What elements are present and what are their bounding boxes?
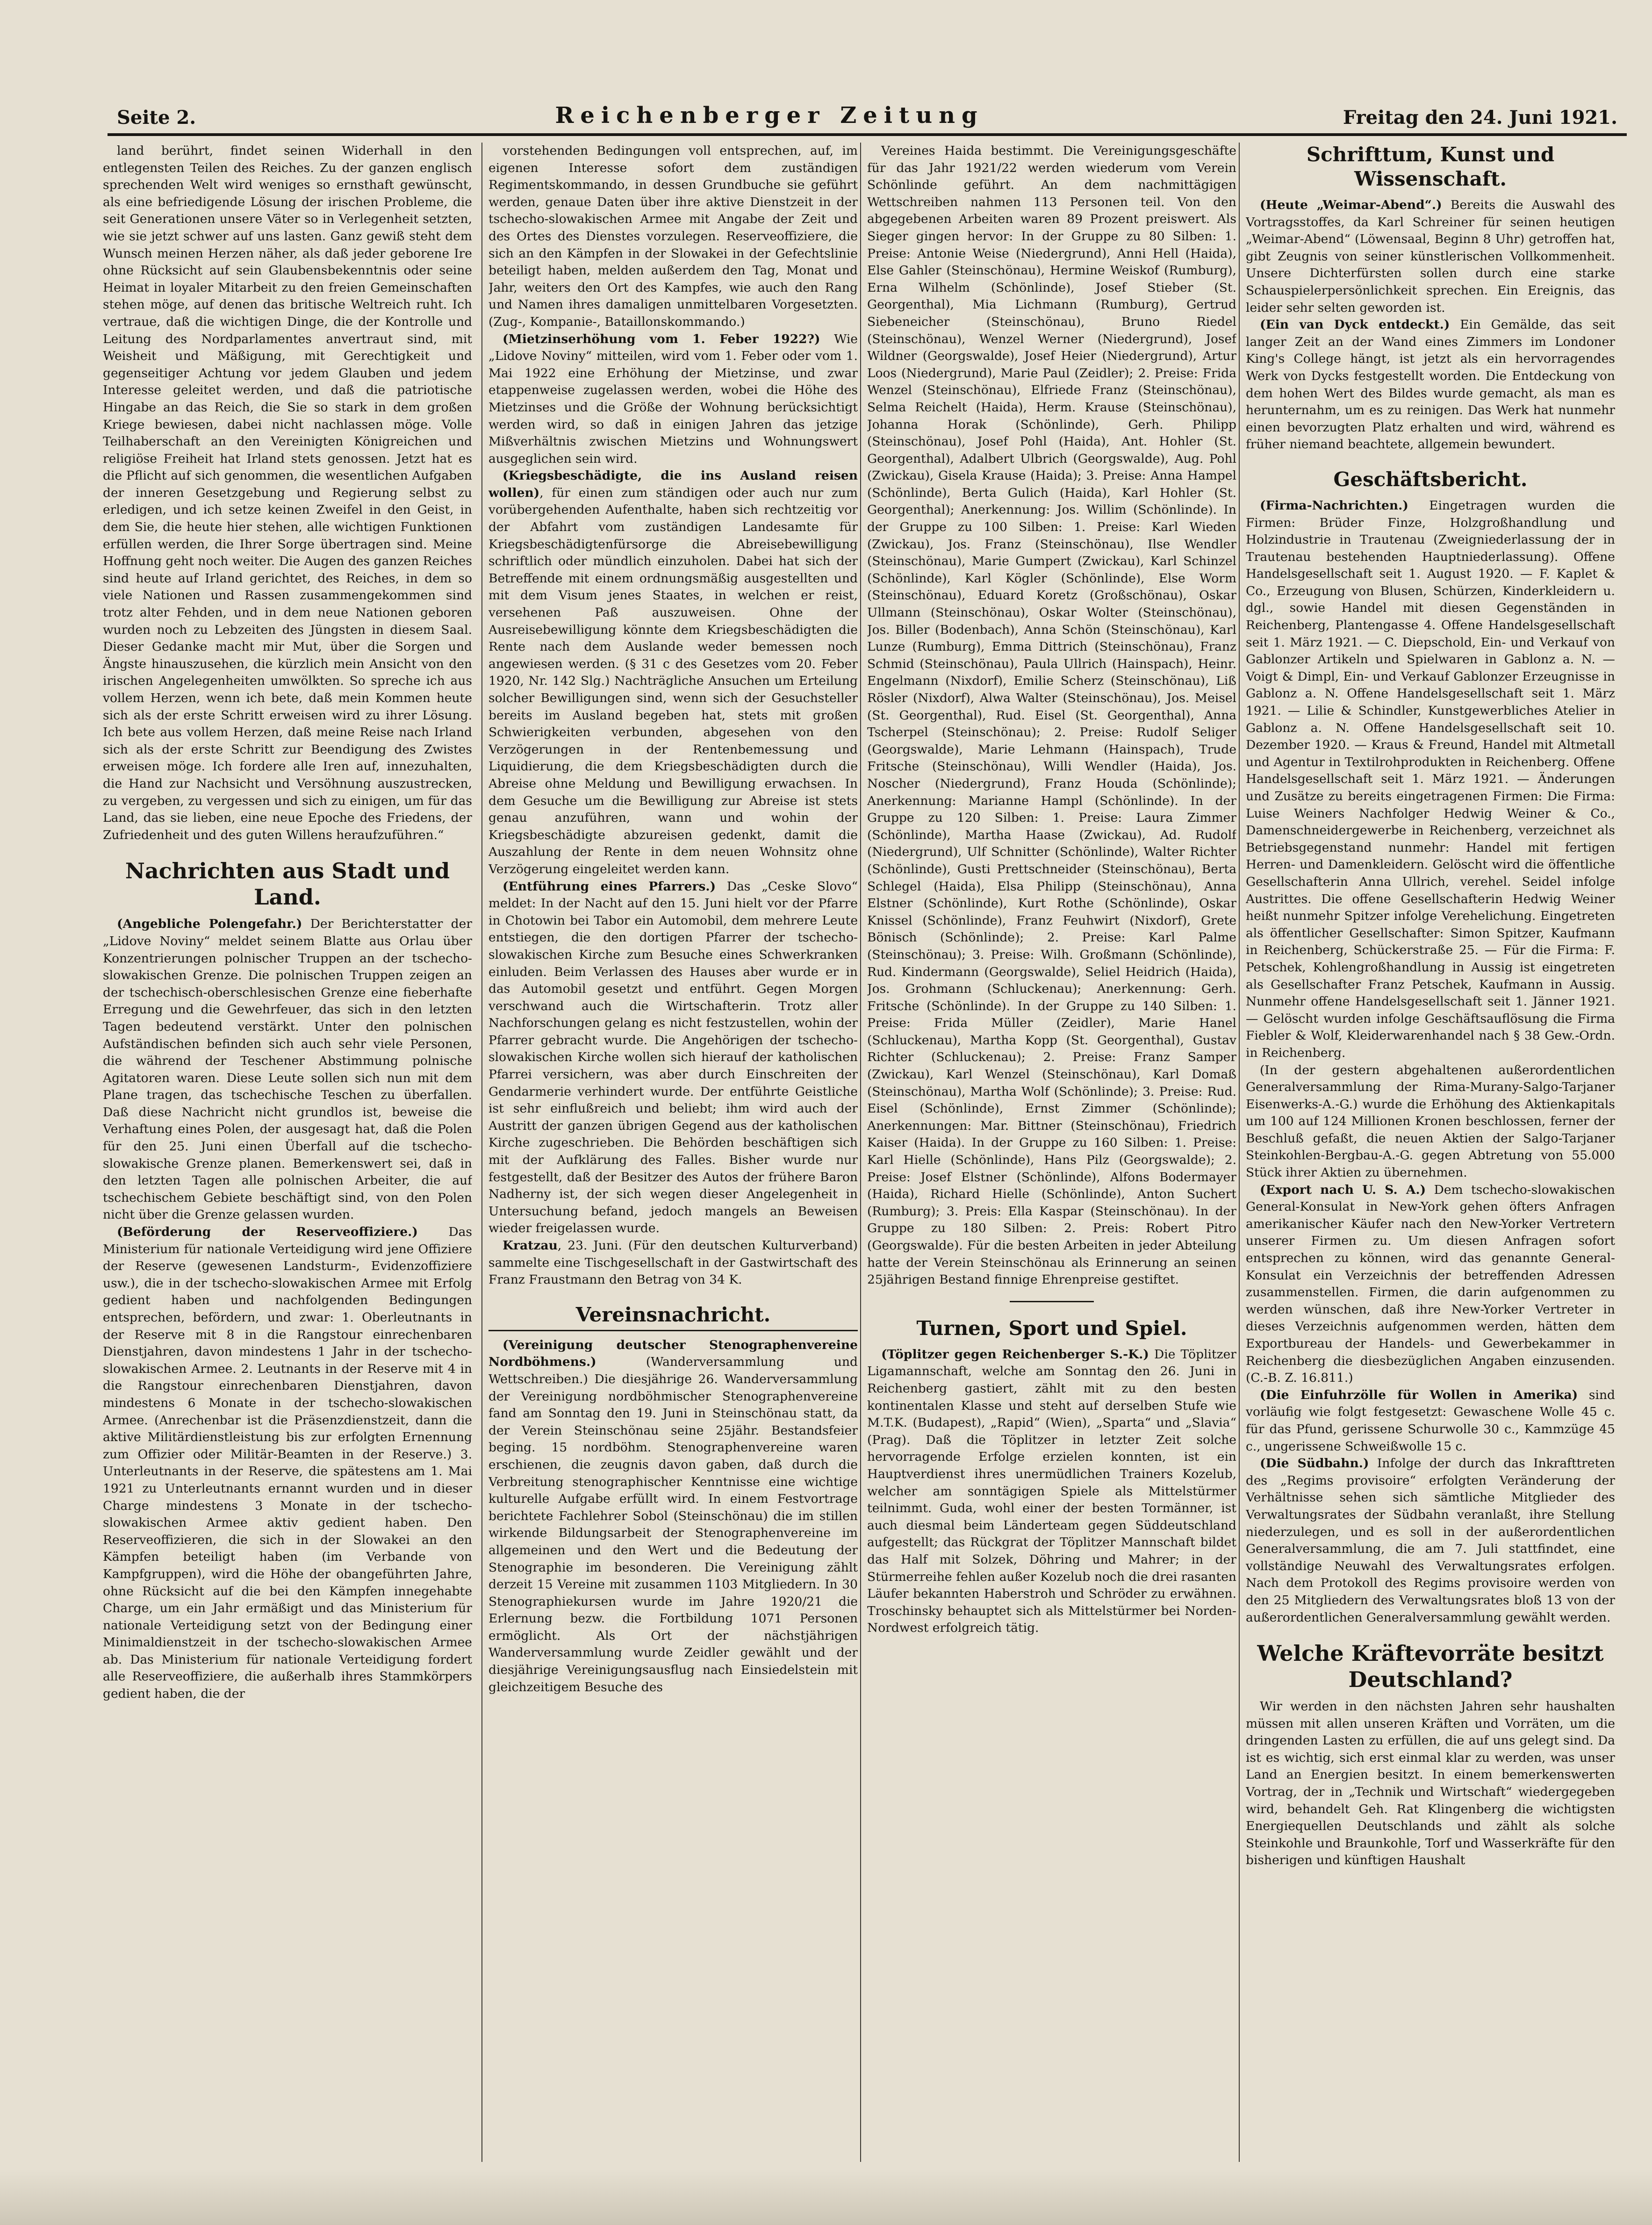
column-divider <box>860 143 861 2162</box>
page-edge-shadow <box>0 2169 1652 2225</box>
news-item-title: (Töplitzer gegen Reichenberger S.-K.) <box>881 1347 1149 1362</box>
column-4 <box>1246 143 1615 2162</box>
news-item <box>488 1337 858 1696</box>
section-heading-news: Nachrichten aus Stadt und Land. <box>125 858 450 910</box>
news-item <box>1246 316 1615 453</box>
news-item-body: Die Töplitzer Ligamannschaft, welche am Sonntag den 26. Juni in Reichenberg gastiert, zählt mit zu den besten kontinentalen Klasse und steht auf derselben Stufe wie M.T.K. (Budapest), „Rapid“ (Wien), „Sparta“ und „Slavia“ (Prag). Daß die Töplitzer in letzter Zeit solche hervorragende Erfolge erzielen konnten, ist ein Hauptverdienst ihres unermüdlichen Trainers Kozelub, welcher am sonntägigen Spiele als Mittelstürmer teilnimmt. Guda, wohl einer der besten Tormänner, ist auch diesmal beim Länderteam gegen Süddeutschland aufgestellt; das Rückgrat der Töplitzer Mannschaft bildet das Half mit Solzek, Döhring und Mahrer; in der Stürmerreihe fehlen außer Kozelub noch die drei rasanten Läufer bekannten Haberstroh und Schröder zu erwähnen. Troschinsky behauptet sich als Mittelstürmer bei Norden-Nordwest erfolgreich tätig. <box>867 1347 1236 1636</box>
news-item-title: (Ein van Dyck entdeckt.) <box>1260 317 1450 332</box>
news-item <box>1246 1455 1615 1626</box>
news-item-body: , für einen zum ständigen oder auch nur zum vorübergehenden Aufenthalte, haben sich rechtzeitig vor der Abfahrt vom zuständigen Landesamte für Kriegsbeschädigtenfürsorge die Abreisebewilligung schriftlich oder mündlich einzuholen. Dabei hat sich der Betreffende mit einem ordnungsmäßig ausgestellten und mit dem Visum jenes Staates, in welchen er reist, versehenen Paß auszuweisen. Ohne der Ausreisebewilligung könnte dem Kriegsbeschädigten die Rente nach dem Auslande weder bemessen noch angewiesen werden. (§ 31 c des Gesetzes vom 20. Feber 1920, Nr. 142 Slg.) Nachträgliche Ansuchen um Erteilung solcher Bewilligungen sind, wenn sich der Gesuchsteller bereits im Ausland begeben hat, stets mit großen Schwierigkeiten verbunden, abgesehen von den Verzögerungen in der Rentenbemessung und Liquidierung, die dem Kriegsbeschädigten durch die Abreise ohne Meldung und Bewilligung erwachsen. In dem Gesuche um die Bewilligung zur Abreise ist stets genau anzuführen, wann und wohin der Kriegsbeschädigte abzureisen gedenkt, damit die Auszahlung der Rente in dem neuen Wohnsitz ohne Verzögerung eingeleitet werden kann. <box>488 485 858 876</box>
news-item <box>103 1224 472 1703</box>
newspaper-title: Reichenberger Zeitung <box>555 102 984 129</box>
news-item <box>1246 197 1615 316</box>
masthead-rule <box>108 133 1627 136</box>
news-item-title: (Heute „Weimar-Abend“.) <box>1260 198 1442 212</box>
news-item-body: , 23. Juni. (Für den deutschen Kulturverband) sammelte eine Tischgesellschaft in der Gastwirtschaft des Franz Fraustmann den Betrag von 34 K. <box>488 1238 858 1287</box>
column-divider <box>481 143 482 2162</box>
section-heading-geschaeft: Geschäftsbericht. <box>1333 467 1528 491</box>
news-item <box>488 331 858 468</box>
section-heading-kraefte: Welche Kräftevorräte besitzt Deutschland? <box>1257 1641 1604 1693</box>
news-item-body: Infolge der durch das Inkrafttreten des „Regims provisoire“ erfolgten Veränderung der Verhältnisse sehen sich sämtliche Mitglieder des Verwaltungsrates der Südbahn veranlaßt, ihre Stellung niederzulegen, und es soll in der außerordentlichen Generalversammlung, die am 7. Juli stattfindet, eine vollständige Neuwahl des Verwaltungsrates erfolgen. Nach dem Protokoll des Regims provisoire werden von den 25 Mitgliedern des Verwaltungsrates bloß 13 von der außerordentlichen Generalversammlung gewählt werden. <box>1246 1456 1615 1625</box>
news-item-body: sind vorläufig wie folgt festgesetzt: Gewaschene Wolle 45 c. für das Pfund, gerissene Schurwolle 30 c., Kammzüge 45 c., ungerissene Schweißwolle 15 c. <box>1246 1387 1615 1454</box>
article-text: land berührt, findet seinen Widerhall in den entlegensten Teilen des Reiches. Zu der ganzen englisch sprechenden Welt wird weniges so ernsthaft gewünscht, als eine befriedigende Lösung der irischen Probleme, die seit Generationen unsere Väter so in Verlegenheit setzten, wie sie jetzt schwer auf uns lasten. Ganz gewiß steht dem Wunsch meinen Herzen näher, als daß jeder geborene Ire ohne Rücksicht auf sein Glaubensbekenntnis oder seine Heimat in loyaler Mitarbeit zu den freien Gemeinschaften stehen möge, auf denen das britische Weltreich ruht. Ich vertraue, daß die wichtigen Dinge, die der Kontrolle und Leitung des Nordparlamentes anvertraut sind, mit Weisheit und Mäßigung, mit Gerechtigkeit und gegenseitiger Achtung vor jedem Glauben und jedem Interesse geleitet werden, und daß die patriotische Hingabe an das Reich, die Sie so stark in dem großen Kriege bewiesen, dabei nicht nachlassen möge. Volle Teilhaberschaft an den Vereinigten Königreichen und religiöse Freiheit hat Irland stets genossen. Jetzt hat es die Pflicht auf sich genommen, die wesentlichen Aufgaben der inneren Gesetzgebung und Regierung selbst zu erledigen, und ich setze keinen Zweifel in den Geist, in dem Sie, die heute hier stehen, alle wichtigen Funktionen erfüllen werden, die Ihrer Sorge übertragen sind. Meine Hoffnung geht noch weiter. Die Augen des ganzen Reiches sind heute auf Irland gerichtet, des Reiches, in dem so viele Nationen und Rassen zusammengekommen sind trotz alter Fehden, und in dem neue Nationen geboren wurden noch zu Lebzeiten des Jüngsten in diesem Saal. Dieser Gedanke macht mir Mut, über die Sorgen und Ängste hinauszusehen, die kürzlich mein Ansicht von den irischen Angelegenheiten umwölkten. So spreche ich aus vollem Herzen, wenn ich bete, daß mein Kommen heute sich als der erste Schritt erweisen wird zu ihrer Lösung. Ich bete aus vollem Herzen, daß meine Reise nach Irland sich als der erste Schritt zur Beendigung des Zwistes erweisen möge. Ich fordere alle Iren auf, innezuhalten, die Hand zur Nachsicht und Versöhnung auszustrecken, zu vergeben, zu vergessen und sich zu einigen, um für das Land, das sie lieben, eine neue Epoche des Friedens, der Zufriedenheit und des guten Willens heraufzuführen.“ <box>103 144 472 842</box>
news-item <box>488 467 858 878</box>
column-1 <box>103 143 472 2162</box>
news-item-title: (Die Einfuhrzölle für Wollen in Amerika) <box>1260 1387 1578 1402</box>
news-item <box>1246 1387 1615 1455</box>
news-item-body: Bereits die Auswahl des Vortragsstoffes, da Karl Schreiner für seinen heutigen „Weimar-Abend“ (Löwensaal, Beginn 8 Uhr) getroffen hat, gibt Zeugnis von seiner künstlerischen Vollkommenheit. Unsere Dichterfürsten sollen durch eine starke Schauspielerpersönlichkeit sprechen. Ein Ereignis, das leider sehr selten geworden ist. <box>1246 198 1615 315</box>
article-text: Wir werden in den nächsten Jahren sehr haushalten müssen mit allen unseren Kräften und Vorräten, um die dringenden Lasten zu erfüllen, die auf uns gelegt sind. Da ist es wichtig, sich erst einmal klar zu werden, was unser Land an Energien besitzt. In einem bemerkenswerten Vortrag, der in „Technik und Wirtschaft“ wiedergegeben wird, behandelt Geh. Rat Klingenberg die wichtigsten Energiequellen Deutschlands und zählt als solche Steinkohle und Braunkohle, Torf und Wasserkräfte für den bisherigen und künftigen Haushalt <box>1246 1699 1615 1868</box>
news-item <box>488 878 858 1237</box>
news-item-title: (Export nach U. S. A.) <box>1260 1182 1426 1197</box>
article-text: Vereines Haida bestimmt. Die Vereinigungsgeschäfte für das Jahr 1921/22 werden wiederum vom Verein Schönlinde geführt. An dem nachmittägigen Wettschreiben nahmen 113 Personen teil. Von den abgegebenen Arbeiten waren 89 Prozent preiswert. Als Sieger gingen hervor: In der Gruppe zu 80 Silben: 1. Preise: Antonie Weise (Niedergrund), Anni Hell (Haida), Else Gahler (Steinschönau), Hermine Weiskof (Rumburg), Erna Wilhelm (Schönlinde), Josef Stieber (St. Georgenthal), Mia Lichmann (Rumburg), Gertrud Siebeneicher (Steinschönau), Bruno Riedel (Steinschönau), Wenzel Werner (Niedergrund), Josef Wildner (Georgswalde), Josef Heier (Niedergrund), Artur Loos (Niedergrund), Marie Paul (Zeidler); 2. Preise: Frida Wenzel (Steinschönau), Elfriede Franz (Steinschönau), Selma Reichelt (Haida), Herm. Krause (Steinschönau), Johanna Horak (Schönlinde), Gerh. Philipp (Steinschönau), Josef Pohl (Haida), Ant. Hohler (St. Georgenthal), Adalbert Ulbrich (Georgswalde), Aug. Pohl (Zwickau), Gisela Krause (Haida); 3. Preise: Anna Hampel (Schönlinde), Berta Gulich (Haida), Karl Hohler (St. Georgenthal); Anerkennung: Jos. Willim (Schönlinde). In der Gruppe zu 100 Silben: 1. Preise: Karl Wieden (Zwickau), Jos. Franz (Steinschönau), Ilse Wendler (Steinschönau), Marie Gumpert (Zwickau), Karl Schinzel (Schönlinde), Karl Kögler (Schönlinde), Else Worm (Steinschönau), Eduard Koretz (Großschönau), Oskar Ullmann (Steinschönau), Oskar Wolter (Steinschönau), Jos. Biller (Bodenbach), Anna Schön (Steinschönau), Karl Lunze (Rumburg), Emma Dittrich (Steinschönau), Franz Schmid (Steinschönau), Paula Ullrich (Hainspach), Heinr. Engelmann (Nixdorf), Emilie Scherz (Steinschönau), Liß Rösler (Nixdorf), Alwa Walter (Steinschönau), Jos. Meisel (St. Georgenthal), Rud. Eisel (St. Georgenthal), Anna Tscherpel (Steinschönau); 2. Preise: Rudolf Seliger (Georgswalde), Marie Lehmann (Hainspach), Trude Fritsche (Steinschönau), Willi Wendler (Haida), Jos. Noscher (Niedergrund), Franz Houda (Schönlinde); Anerkennung: Marianne Hampl (Schönlinde). In der Gruppe zu 120 Silben: 1. Preise: Laura Zimmer (Schönlinde), Martha Haase (Zwickau), Ad. Rudolf (Niedergrund), Ulf Schnitter (Schönlinde), Walter Richter (Schönlinde), Gusti Prettschneider (Steinschönau), Berta Schlegel (Haida), Elsa Philipp (Steinschönau), Anna Elstner (Schönlinde), Kurt Rothe (Schönlinde), Oskar Knissel (Schönlinde), Franz Feuhwirt (Nixdorf), Grete Bönisch (Schönlinde); 2. Preise: Karl Palme (Steinschönau); 3. Preise: Wilh. Großmann (Schönlinde), Rud. Kindermann (Georgswalde), Seliel Heidrich (Haida), Jos. Grohmann (Schluckenau); Anerkennung: Gerh. Fritsche (Schönlinde). In der Gruppe zu 140 Silben: 1. Preise: Frida Müller (Zeidler), Marie Hanel (Schluckenau), Martha Kopp (St. Georgenthal), Gustav Richter (Schluckenau); 2. Preise: Franz Samper (Zwickau), Karl Wenzel (Steinschönau), Karl Domaß (Steinschönau), Martha Wolf (Schönlinde); 3. Preise: Rud. Eisel (Schönlinde), Ernst Zimmer (Schönlinde); Anerkennungen: Mar. Bittner (Steinschönau), Friedrich Kaiser (Haida). In der Gruppe zu 160 Silben: 1. Preise: Karl Hielle (Schönlinde), Hans Pilz (Georgswalde); 2. Preise: Josef Elstner (Schönlinde), Alfons Bodermayer (Haida), Richard Hielle (Schönlinde), Anton Suchert (Rumburg); 3. Preis: Ella Kaspar (Steinschönau). In der Gruppe zu 180 Silben: 2. Preis: Robert Pitro (Georgswalde). Für die besten Arbeiten in jeder Abteilung hatte der Verein Steinschönau als Erinnerung an seinen 25jährigen Bestand finnige Ehrenpreise gestiftet. <box>867 144 1236 1287</box>
section-heading-schrifttum: Schrifttum, Kunst und Wissenschaft. <box>1306 143 1555 190</box>
news-item-body: Das Ministerium für nationale Verteidigung wird jene Offiziere der Reserve (gewesenen Landsturm-, Evidenzoffiziere usw.), die in der tschecho-slowakischen Armee mit Erfolg gedient haben und nachfolgenden Bedingungen entsprechen, befördern, und zwar: 1. Oberleutnants in der Reserve mit 8 in die Rangstour einrechenbaren Dienstjahren, davon mindestens 1 Jahr in der tschecho-slowakischen Armee. 2. Leutnants in der Reserve mit 4 in die Rangstour einrechenbaren Dienstjahren, davon mindestens 6 Monate in der tschecho-slowakischen Armee. (Anrechenbar ist die Präsenzdienstzeit, dann die aktive Militärdienstleistung bis zur erfolgten Ernennung zum Offizier oder Militär-Beamten in der Reserve.) 3. Unterleutnants in der Reserve, die spätestens am 1. Mai 1921 zu Unterleutnants ernannt wurden und in dieser Charge mindestens 3 Monate in der tschecho-slowakischen Armee aktiv gedient haben. Den Reserveoffizieren, die sich in der Slowakei an den Kämpfen beteiligt haben (im Verbande von Kampfgruppen), wird die Höhe der obangeführten Jahre, ohne Rücksicht auf die bei den Kämpfen innegehabte Charge, um ein Jahr ermäßigt und das Ministerium für nationale Verteidigung setzt von der Bedingung einer Minimaldienstzeit in der tschecho-slowakischen Armee ab. Das Ministerium für nationale Verteidigung fordert alle Reserveoffiziere, die außerhalb ihres Stammkörpers gedient haben, die der <box>103 1225 472 1701</box>
news-item <box>488 1237 858 1289</box>
masthead <box>117 96 1617 129</box>
news-item-body: Ein Gemälde, das seit langer Zeit an der Wand eines Zimmers im Londoner King's College hängt, ist jetzt als ein hervorragendes Werk von Dycks festgestellt worden. Die Entdeckung von dem hohen Wert des Bildes wurde gemacht, als man es herunternahm, um es zu reinigen. Das Werk hat nunmehr einen bevorzugten Platz erhalten und wird, während es früher niemand beachtete, allgemein bewundert. <box>1246 317 1615 452</box>
news-item-title: (Kriegsbeschädigte, die ins Ausland reisen wollen) <box>488 468 858 500</box>
section-heading-verein: Vereinsnachricht. <box>488 1303 858 1331</box>
news-item <box>867 1346 1236 1637</box>
news-item-title: (Firma-Nachrichten.) <box>1260 498 1408 513</box>
news-item-body: Wie „Lidove Noviny“ mitteilen, wird vom 1. Feber oder vom 1. Mai 1922 eine Erhöhung der Mietzinse, und zwar etappenweise zugelassen werden, wobei die Höhe des Mietzinses und die Größe der Wohnung berücksichtigt werden wird, so daß in einigen Jahren das jetzige Mißverhältnis zwischen Mietzins und Wohnungswert ausgeglichen sein wird. <box>488 331 858 466</box>
column-3 <box>867 143 1236 2162</box>
news-item-body: Das „Ceske Slovo“ meldet: In der Nacht auf den 15. Juni hielt vor der Pfarre in Chotowin bei Tabor ein Automobil, dem mehrere Leute entstiegen, die den dortigen Pfarrer der tschecho-slowakischen Kirche zum Besuche eines Schwerkranken einluden. Beim Verlassen des Hauses aber wurde er in das Automobil gesetzt und entführt. Gegen Morgen verschwand auch die Wirtschafterin. Trotz aller Nachforschungen gelang es nicht festzustellen, wohin der Pfarrer gebracht wurde. Die Angehörigen der tschecho-slowakischen Kirche wollen sich hierauf der katholischen Pfarrei versichern, was aber durch Einschreiten der Gendarmerie verhindert wurde. Der entführte Geistliche ist sehr einflußreich und beliebt; ihm wird auch der Austritt der ganzen übrigen Gegend aus der katholischen Kirche zugeschrieben. Die Behörden beschäftigen sich mit der Aufklärung des Falles. Bisher wurde nur festgestellt, daß der Besitzer des Autos der frühere Baron Nadherny ist, der sich wegen dieser Angelegenheit in Untersuchung befand, jedoch mangels an Beweisen wieder freigelassen wurde. <box>488 879 858 1236</box>
news-item-title: (Entführung eines Pfarrers.) <box>503 879 716 894</box>
news-item-body: Dem tschecho-slowakischen General-Konsulat in New-York gehen öfters Anfragen amerikanischer Käufer nach den New-Yorker Vertretern unserer Firmen zu. Um diesen Anfragen sofort entsprechen zu können, wird das genannte General-Konsulat ein Verzeichnis der betreffenden Adressen zusammenstellen. Firmen, die darin aufgenommen zu werden wünschen, daß ihre New-Yorker Vertreter in dieses Verzeichnis aufgenommen werden, hätten dem Exportbureau der Handels- und Gewerbekammer in Reichenberg die diesbezüglichen Angaben einzusenden. (C.-B. Z. 16.811.) <box>1246 1182 1615 1385</box>
news-item <box>1246 497 1615 1062</box>
news-item-title: (Die Südbahn.) <box>1260 1456 1369 1471</box>
news-item-body: (Wanderversammlung und Wettschreiben.) Die diesjährige 26. Wanderversammlung der Vereinigung nordböhmischer Stenographenvereine fand am Sonntag den 19. Juni in Steinschönau statt, da der Verein Steinschönau seine 25jähr. Bestandsfeier beging. 15 nordböhm. Stenographenvereine waren erschienen, die zeugnis davon gaben, daß durch die Verbreitung stenographischer Kenntnisse eine wichtige kulturelle Aufgabe erfüllt wird. In einem Festvortrage berichtete Fachlehrer Sobol (Steinschönau) die im stillen wirkende Bildungsarbeit der Stenographenvereine im allgemeinen und den Wert und die Bedeutung der Stenographie im besonderen. Die Vereinigung zählt derzeit 15 Vereine mit zusammen 1103 Mitgliedern. In 30 Stenographiekursen wurde im Jahre 1920/21 die Erlernung bezw. die Fortbildung 1071 Personen ermöglicht. Als Ort der nächstjährigen Wanderversammlung wurde Zeidler gewählt und der diesjährige Vereinigungsausflug nach Einsiedelstein mit gleichzeitigem Besuche des <box>488 1355 858 1694</box>
separator-rule <box>1010 1301 1094 1302</box>
column-2 <box>488 143 858 2162</box>
news-item: (In der gestern abgehaltenen außerordentlichen Generalversammlung der Rima-Murany-Salgo-Tarjaner Eisenwerks-A.-G.) wurde die Erhöhung des Aktienkapitals um 100 auf 124 Millionen Kronen beschlossen, ferner der Beschluß gefaßt, die neuen Aktien der Salgo-Tarjaner Steinkohlen-Bergbau-A.-G. gegen Abtretung von 55.000 Stück ihrer Aktien zu übernehmen. <box>1246 1062 1615 1180</box>
news-item-title: (Beförderung der Reserveoffiziere.) <box>117 1225 418 1240</box>
news-item-title: (Mietzinserhöhung vom 1. Feber 1922?) <box>503 331 820 346</box>
issue-date: Freitag den 24. Juni 1921. <box>1343 107 1617 129</box>
news-item <box>103 916 472 1224</box>
news-item-title: (Vereinigung deutscher Stenographenvereine Nordböhmens.) <box>488 1337 858 1370</box>
page-label: Seite 2. <box>117 107 196 129</box>
news-item-body: Der Berichterstatter der „Lidove Noviny“ meldet seinem Blatte aus Orlau über Konzentrierungen polnischer Truppen an der tschecho-slowakischen Grenze. Die polnischen Truppen zeigen an der tschechisch-oberschlesischen Grenze eine fieberhafte Erregung und die Gewehrfeuer, das sich in den letzten Tagen bedeutend verstärkt. Unter den polnischen Aufständischen befinden sich auch sehr viele Personen, die während der Teschener Abstimmung polnische Agitatoren waren. Diese Leute sollen sich nun mit dem Plane tragen, das tschechische Teschen zu überfallen. Daß diese Nachricht nicht grundlos ist, beweise die Verhaftung eines Polen, der ausgesagt hat, daß die Polen für den 25. Juni einen Überfall auf die tschecho-slowakische Grenze planen. Bemerkenswert sei, daß in den letzten Tagen alle polnischen Arbeiter, die auf tschechischem Gebiete beschäftigt sind, von den Polen nicht über die Grenze gelassen wurden. <box>103 917 472 1222</box>
news-item <box>1246 1182 1615 1387</box>
news-item-title: Kratzau <box>503 1238 558 1253</box>
news-item-body: Eingetragen wurden die Firmen: Brüder Finze, Holzgroßhandlung und Holzindustrie in Trautenau (Zweigniederlassung der in Trautenau bestehenden Hauptniederlassung). Offene Handelsgesellschaft seit 1. August 1920. — F. Kaplet & Co., Erzeugung von Blusen, Schürzen, Kinderkleidern u. dgl., sowie Handel mit diesen Gegenständen in Reichenberg, Plantengasse 4. Offene Handelsgesellschaft seit 1. März 1921. — C. Diepschold, Ein- und Verkauf von Gablonzer Artikeln und Spielwaren in Gablonz a. N. — Voigt & Dimpl, Ein- und Verkauf Gablonzer Erzeugnisse in Gablonz a. N. Offene Handelsgesellschaft seit 1. März 1921. — Lilie & Schindler, Kunstgewerbliches Atelier in Gablonz a. N. Offene Handelsgesellschaft seit 10. Dezember 1920. — Kraus & Freund, Handel mit Altmetall und Agentur in Textilrohprodukten in Reichenberg. Offene Handelsgesellschaft seit 1. März 1921. — Änderungen und Zusätze zu bereits eingetragenen Firmen: Die Firma: Luise Weiners Nachfolger Hedwig Weiner & Co., Damenschneidergewerbe in Reichenberg, verzeichnet als Betriebsgegenstand nunmehr: Handel mit fertigen Herren- und Damenkleidern. Gelöscht wird die öffentliche Gesellschafterin Anna Ullrich, verehel. Seidel infolge Austrittes. Die offene Gesellschafterin Hedwig Weiner heißt nunmehr Spitzer infolge Verehelichung. Eingetreten als öffentlicher Gesellschafter: Simon Spitzer, Kaufmann in Reichenberg, Schückerstraße 25. — Für die Firma: F. Petschek, Kohlengroßhandlung in Aussig ist eingetreten als Gesellschafter Franz Petschek, Kaufmann in Aussig. Nunmehr offene Handelsgesellschaft seit 1. Jänner 1921. — Gelöscht wurden infolge Geschäftsauflösung die Firma Fiebler & Wolf, Kleiderwarenhandel nach § 38 Gew.-Ordn. in Reichenberg. <box>1246 498 1615 1060</box>
article-text: vorstehenden Bedingungen voll entsprechen, auf, im eigenen Interesse sofort dem zuständigen Regimentskommando, in dessen Grundbuche sie geführt werden, genaue Daten über ihre aktive Dienstzeit in der tschecho-slowakischen Armee mit Angabe der Zeit und des Ortes des Dienstes vorzulegen. Reserveoffiziere, die sich an den Kämpfen in der Slowakei in der Gefechtslinie beteiligt haben, melden außerdem den Tag, Monat und Jahr, weiters den Ort des Kampfes, wie auch den Rang und Namen ihres damaligen unmittelbaren Vorgesetzten. (Zug-, Kompanie-, Bataillonskommando.) <box>488 144 858 329</box>
column-divider <box>1239 143 1240 2162</box>
news-item-title: (Angebliche Polengefahr.) <box>117 917 302 932</box>
section-heading-sport: Turnen, Sport und Spiel. <box>916 1316 1187 1340</box>
